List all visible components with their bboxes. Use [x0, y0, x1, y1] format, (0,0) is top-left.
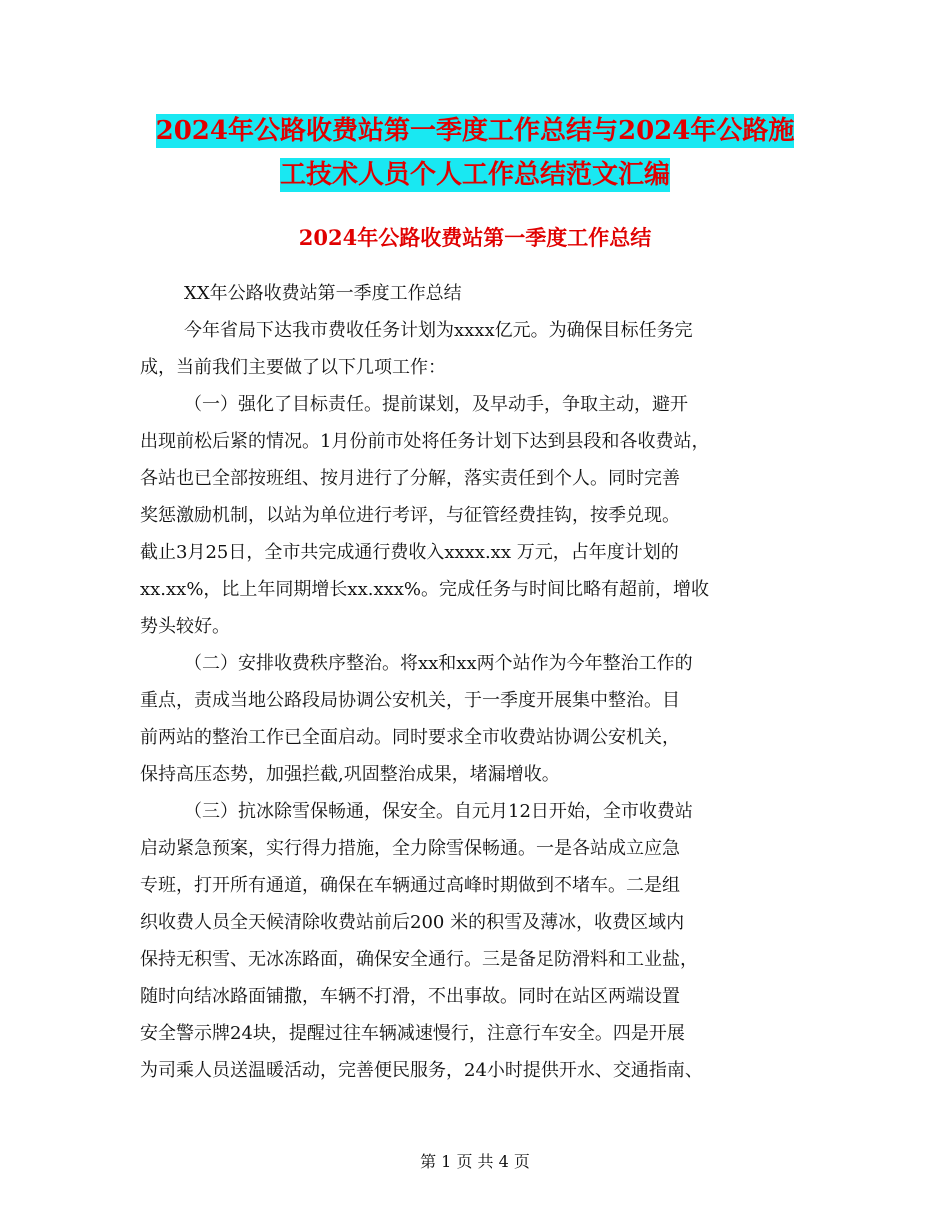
body-line: 启动紧急预案，实行得力措施，全力除雪保畅通。一是各站成立应急	[140, 838, 680, 859]
body-line: （三）抗冰除雪保畅通，保安全。自元月12日开始，全市收费站	[184, 801, 693, 822]
body-line: 安全警示牌24块，提醒过往车辆减速慢行，注意行车安全。四是开展	[140, 1023, 685, 1044]
document-title-line-2	[140, 152, 810, 198]
body-line: 势头较好。	[140, 616, 230, 637]
document-title-highlight: 工技术人员个人工作总结范文汇编	[279, 160, 670, 190]
body-line: 保持高压态势，加强拦截,巩固整治成果，堵漏增收。	[140, 764, 560, 785]
body-line: 保持无积雪、无冰冻路面，确保安全通行。三是备足防滑料和工业盐，	[140, 949, 698, 970]
body-line: （二）安排收费秩序整治。将xx和xx两个站作为今年整治工作的	[184, 653, 693, 674]
body-line: 专班，打开所有通道，确保在车辆通过高峰时期做到不堵车。二是组	[140, 875, 680, 896]
body-line: 出现前松后紧的情况。1月份前市处将任务计划下达到县段和各收费站，	[140, 431, 710, 452]
body-line: 随时向结冰路面铺撒，车辆不打滑，不出事故。同时在站区两端设置	[140, 986, 680, 1007]
body-line: 今年省局下达我市费收任务计划为xxxx亿元。为确保目标任务完	[184, 320, 693, 341]
document-title-line-1	[140, 108, 810, 154]
body-line: 前两站的整治工作已全面启动。同时要求全市收费站协调公安机关，	[140, 727, 680, 748]
body-line: 织收费人员全天候清除收费站前后200 米的积雪及薄冰，收费区域内	[140, 912, 685, 933]
body-line: （一）强化了目标责任。提前谋划，及早动手，争取主动，避开	[184, 394, 688, 415]
body-line: 奖惩激励机制，以站为单位进行考评，与征管经费挂钩，按季兑现。	[140, 505, 680, 526]
page-footer: 第 1 页 共 4 页	[420, 1152, 530, 1171]
body-line: 各站也已全部按班组、按月进行了分解，落实责任到个人。同时完善	[140, 468, 680, 489]
body-line: 截止3月25日，全市共完成通行费收入xxxx.xx 万元，占年度计划的	[140, 542, 679, 563]
section-title: 2024年公路收费站第一季度工作总结	[298, 225, 652, 250]
document-title-highlight: 2024年公路收费站第一季度工作总结与2024年公路施	[155, 116, 795, 146]
body-line: xx.xx%，比上年同期增长xx.xxx%。完成任务与时间比略有超前，增收	[140, 579, 710, 600]
body-line: 成，当前我们主要做了以下几项工作：	[140, 357, 446, 378]
body-line: XX年公路收费站第一季度工作总结	[184, 283, 462, 304]
body-line: 为司乘人员送温暖活动，完善便民服务，24小时提供开水、交通指南、	[140, 1060, 703, 1081]
body-text	[140, 275, 812, 1089]
body-line: 重点，责成当地公路段局协调公安机关，于一季度开展集中整治。目	[140, 690, 680, 711]
